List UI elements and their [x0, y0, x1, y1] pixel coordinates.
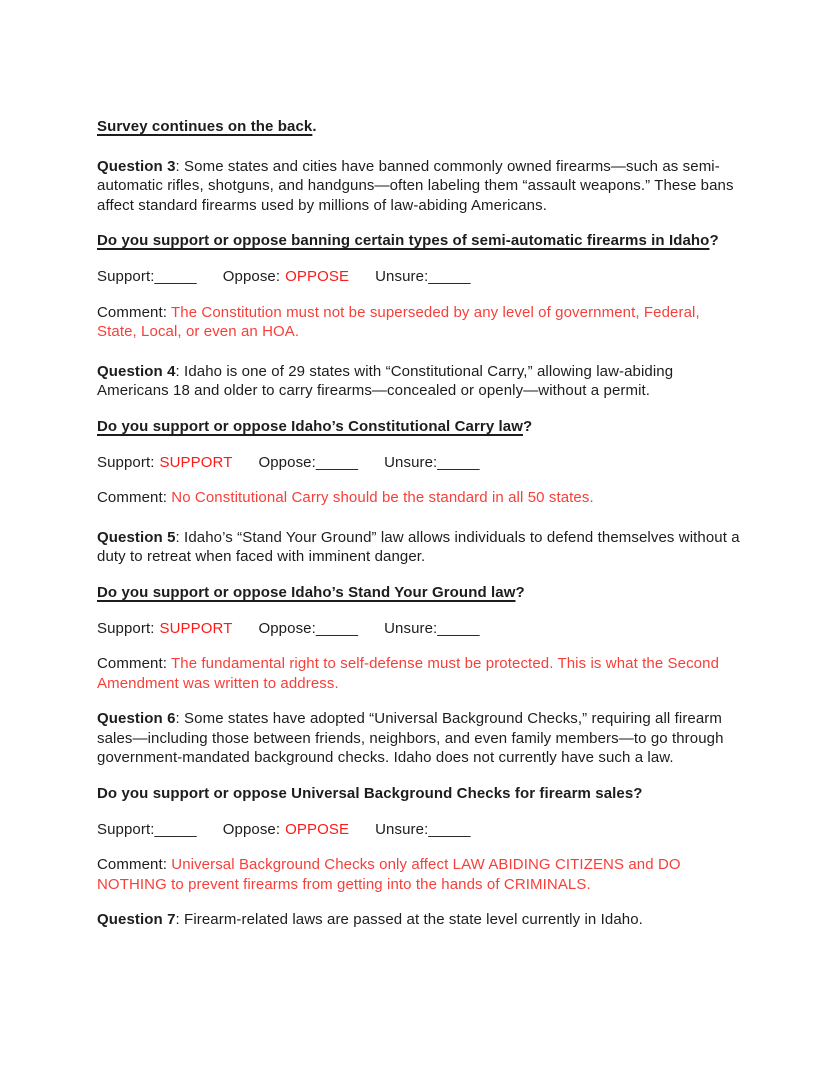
q5-comment-text: The fundamental right to self-defense must be protected. This is what the Second Amendment was written to address.: [97, 655, 720, 692]
question-6-text: : Some states have adopted “Universal Background Checks,” requiring all firearm sales—including those between friends, neighbors, and even family members—to go through government-mandated background checks. Idaho does not currently have such a law.: [97, 710, 724, 767]
note-period: .: [312, 118, 317, 135]
q6-oppose-field: [223, 821, 349, 838]
q5-comment-label: Comment:: [97, 655, 171, 673]
q5-oppose-field: [258, 620, 358, 637]
question-6-label: Question 6: [97, 710, 176, 728]
q4-oppose-field: [258, 454, 358, 471]
q6-unsure-blank: _____: [428, 820, 471, 838]
q4-support-label: Support:: [97, 453, 155, 471]
question-5-text: : Idaho’s “Stand Your Ground” law allows individuals to defend themselves without a duty to retreat when faced with imminent danger.: [97, 528, 740, 566]
question-6-prompt-text: Do you support or oppose Universal Background Checks for firearm sales?: [97, 785, 643, 803]
q6-support-field: [97, 821, 197, 838]
q4-comment-text: No Constitutional Carry should be the standard in all 50 states.: [171, 489, 594, 507]
q4-oppose-blank: _____: [315, 453, 359, 471]
q6-unsure-label: Unsure:: [375, 820, 429, 838]
question-3-section: [97, 157, 740, 342]
q5-support-value: SUPPORT: [159, 619, 233, 637]
question-3-text: : Some states and cities have banned commonly owned firearms—such as semi-automatic rifles, shotguns, and handguns—often labeling them “assault weapons.” These bans affect standard firearms used by millions of law-abiding Americans.: [97, 157, 734, 214]
question-7-text: : Firearm-related laws are passed at the state level currently in Idaho.: [175, 911, 643, 929]
q5-unsure-label: Unsure:: [384, 619, 438, 637]
q3-oppose-value: OPPOSE: [285, 267, 350, 285]
q3-support-label: Support:: [97, 267, 155, 285]
question-5-answer-line: [97, 619, 740, 639]
q6-support-blank: _____: [154, 820, 197, 838]
question-3-prompt-text: Do you support or oppose banning certain types of semi-automatic firearms in Idaho: [97, 232, 710, 250]
q4-support-field: [97, 454, 232, 471]
q6-comment-label: Comment:: [97, 856, 172, 874]
question-3-prompt: [97, 231, 740, 251]
question-3-prompt-suffix: ?: [709, 232, 719, 250]
question-5-label: Question 5: [97, 528, 176, 546]
q6-unsure-field: [375, 821, 470, 838]
note-text: Survey continues on the back: [97, 118, 313, 135]
q6-oppose-value: OPPOSE: [285, 820, 350, 838]
question-4-section: [97, 362, 740, 508]
q5-support-label: Support:: [97, 619, 155, 637]
question-3-answer-line: [97, 267, 740, 287]
q4-comment-label: Comment:: [97, 489, 172, 507]
question-7-body: [97, 910, 740, 930]
q3-comment-text: The Constitution must not be superseded by any level of government, Federal, State, Local, or even an HOA.: [97, 303, 700, 341]
q4-unsure-blank: _____: [437, 453, 480, 471]
question-4-prompt-text: Do you support or oppose Idaho’s Constitutional Carry law: [97, 417, 523, 435]
question-6-body: [97, 709, 740, 768]
q3-oppose-label: Oppose:: [222, 267, 281, 285]
q6-oppose-label: Oppose:: [222, 820, 281, 838]
q3-oppose-field: [223, 268, 349, 285]
q5-oppose-blank: _____: [315, 619, 359, 637]
q3-unsure-blank: _____: [428, 267, 471, 285]
survey-continues-note: [97, 117, 740, 137]
question-4-answer-line: [97, 453, 740, 473]
question-4-label: Question 4: [97, 362, 176, 380]
question-3-body: [97, 157, 740, 216]
question-7-section: [97, 910, 740, 930]
q3-comment-label: Comment:: [97, 303, 171, 321]
q4-unsure-label: Unsure:: [384, 453, 438, 471]
question-6-comment: [97, 855, 740, 894]
question-5-prompt-suffix: ?: [515, 583, 525, 601]
q3-unsure-field: [375, 268, 470, 285]
question-3-comment: [97, 303, 740, 342]
question-6-prompt: [97, 784, 740, 804]
q3-support-field: [97, 268, 197, 285]
question-5-comment: [97, 654, 740, 693]
question-6-section: [97, 709, 740, 894]
question-4-comment: [97, 488, 740, 508]
question-4-prompt: [97, 417, 740, 437]
question-4-prompt-suffix: ?: [523, 417, 533, 435]
question-4-body: [97, 362, 740, 401]
q4-support-value: SUPPORT: [159, 453, 233, 471]
q6-support-label: Support:: [97, 820, 155, 838]
question-5-section: [97, 528, 740, 694]
q3-unsure-label: Unsure:: [375, 267, 429, 285]
question-5-prompt: [97, 583, 740, 603]
q5-oppose-label: Oppose:: [258, 619, 316, 637]
q5-unsure-blank: _____: [437, 619, 480, 637]
q5-support-field: [97, 620, 232, 637]
question-5-body: [97, 528, 740, 567]
question-7-label: Question 7: [97, 911, 176, 929]
question-5-prompt-text: Do you support or oppose Idaho’s Stand Your Ground law: [97, 583, 516, 601]
question-4-text: : Idaho is one of 29 states with “Constitutional Carry,” allowing law-abiding Americans 18 and older to carry firearms—concealed or openly—without a permit.: [97, 362, 674, 400]
q5-unsure-field: [384, 620, 479, 637]
q4-unsure-field: [384, 454, 479, 471]
question-6-answer-line: [97, 820, 740, 840]
q4-oppose-label: Oppose:: [258, 453, 316, 471]
q6-comment-text: Universal Background Checks only affect LAW ABIDING CITIZENS and DO NOTHING to prevent firearms from getting into the hands of CRIMINALS.: [97, 856, 681, 893]
q3-support-blank: _____: [154, 267, 197, 285]
question-3-label: Question 3: [97, 157, 176, 175]
